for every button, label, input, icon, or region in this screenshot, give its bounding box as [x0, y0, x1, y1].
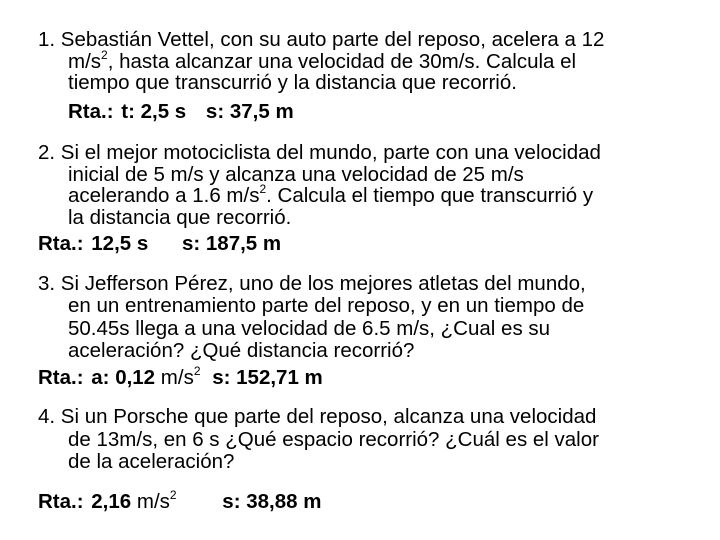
- problem-2-line-1: 2. Si el mejor motociclista del mundo, parte con una velocidad: [38, 141, 601, 164]
- answer-distance: s: 187,5 m: [181, 232, 282, 255]
- answer-acceleration: a: 0,12: [91, 366, 156, 389]
- answer-label: Rta.:: [38, 490, 84, 513]
- problem-1-line-3: tiempo que transcurrió y la distancia que recorrió.: [68, 71, 517, 94]
- problem-3-line-2: en un entrenamiento parte del reposo, y en un tiempo de: [68, 294, 585, 317]
- answer-time: 12,5 s: [91, 232, 149, 255]
- answer-acceleration: 2,16: [91, 490, 132, 513]
- problem-4-answer: [38, 488, 322, 513]
- answer-distance: s: 38,88 m: [222, 490, 322, 513]
- problem-4-line-2: de 13m/s, en 6 s ¿Qué espacio recorrió? ¿Cuál es el valor: [68, 428, 599, 451]
- answer-label: Rta.:: [38, 366, 84, 389]
- problem-2-line-2: inicial de 5 m/s y alcanza una velocidad de 25 m/s: [68, 163, 524, 186]
- answer-label: Rta.:: [38, 232, 84, 255]
- answer-distance: s: 37,5 m: [205, 100, 294, 123]
- problem-2-line-4: la distancia que recorrió.: [68, 206, 292, 229]
- problem-2-line-3-after: . Calcula el tiempo que transcurrió y: [266, 184, 594, 207]
- superscript: 2: [193, 364, 201, 379]
- problem-1-line-2: [68, 48, 577, 73]
- problem-2-answer: [38, 233, 281, 255]
- problem-1-line-1: 1. Sebastián Vettel, con su auto parte del reposo, acelera a 12: [38, 28, 605, 51]
- problem-4-line-1: 4. Si un Porsche que parte del reposo, alcanza una velocidad: [38, 405, 597, 428]
- problem-3-answer: [38, 364, 323, 389]
- superscript: 2: [259, 182, 267, 197]
- answer-distance: s: 152,71 m: [212, 366, 323, 389]
- problem-1-answer: [68, 101, 294, 123]
- superscript: 2: [101, 48, 108, 63]
- problem-3-line-3: 50.45s llega a una velocidad de 6.5 m/s, ¿Cual es su: [68, 317, 551, 340]
- problem-1-line-2-after: , hasta alcanzar una velocidad de 30m/s. Calcula el: [107, 50, 577, 73]
- answer-acceleration-unit: m/s: [160, 366, 194, 389]
- answer-time: t: 2,5 s: [121, 100, 187, 123]
- problem-3-line-4: aceleración? ¿Qué distancia recorrió?: [68, 339, 415, 362]
- problem-2-line-3-before: acelerando a 1.6 m/s: [68, 184, 260, 207]
- superscript: 2: [169, 488, 177, 503]
- problem-1-line-2-before: m/s: [68, 50, 102, 73]
- problem-2-line-3: [68, 182, 594, 207]
- problem-3-line-1: 3. Si Jefferson Pérez, uno de los mejores atletas del mundo,: [38, 272, 586, 295]
- answer-label: Rta.:: [68, 100, 114, 123]
- answer-acceleration-unit: m/s: [136, 490, 170, 513]
- problem-4-line-3: de la aceleración?: [68, 450, 235, 473]
